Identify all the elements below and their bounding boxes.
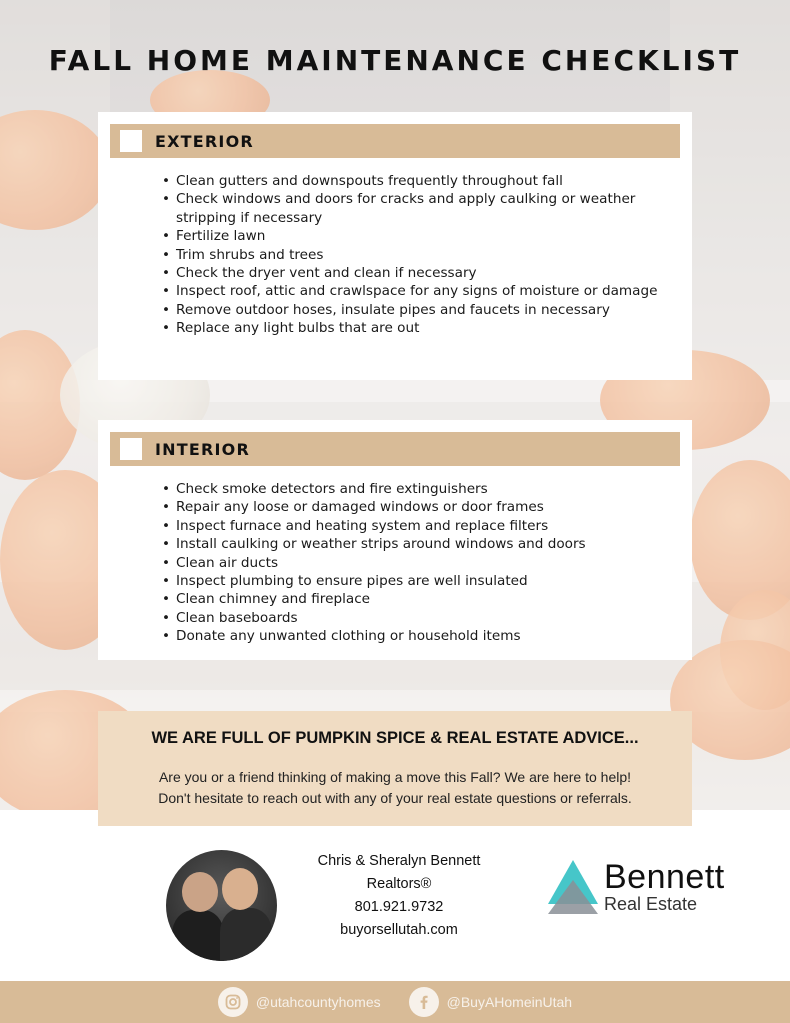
list-item: • Trim shrubs and trees bbox=[162, 246, 672, 264]
exterior-card bbox=[98, 112, 692, 380]
promo-banner bbox=[98, 711, 692, 826]
agent-names: Chris & Sheralyn Bennett bbox=[317, 853, 481, 869]
social-footer bbox=[0, 981, 790, 1023]
agent-role: Realtors® bbox=[366, 876, 432, 892]
checkbox-square-icon bbox=[120, 130, 142, 152]
list-item: • Clean gutters and downspouts frequently throughout fall bbox=[162, 172, 672, 190]
list-item: • Remove outdoor hoses, insulate pipes and faucets in necessary bbox=[162, 301, 672, 319]
promo-body bbox=[98, 767, 692, 809]
interior-card bbox=[98, 420, 692, 660]
interior-heading: INTERIOR bbox=[155, 439, 250, 459]
list-item: • Clean baseboards bbox=[162, 609, 672, 627]
instagram-icon bbox=[218, 987, 248, 1017]
list-item: • Check windows and doors for cracks and apply caulking or weather stripping if necessary bbox=[162, 190, 672, 227]
agents-photo bbox=[166, 850, 277, 961]
exterior-header bbox=[110, 124, 680, 158]
interior-list bbox=[162, 480, 672, 646]
interior-header bbox=[110, 432, 680, 466]
list-item: • Replace any light bulbs that are out bbox=[162, 319, 672, 337]
contact-block bbox=[290, 850, 508, 942]
promo-line-1: Are you or a friend thinking of making a move this Fall? We are here to help! bbox=[158, 769, 632, 785]
logo-triangle-icon bbox=[546, 858, 600, 916]
logo-tagline: Real Estate bbox=[604, 894, 698, 914]
company-logo bbox=[546, 858, 746, 922]
facebook-handle: @BuyAHomeinUtah bbox=[446, 994, 573, 1010]
list-item: • Clean chimney and fireplace bbox=[162, 590, 672, 608]
exterior-list bbox=[162, 172, 672, 338]
list-item: • Install caulking or weather strips around windows and doors bbox=[162, 535, 672, 553]
instagram-link[interactable] bbox=[218, 987, 381, 1017]
list-item: • Check smoke detectors and fire extinguishers bbox=[162, 480, 672, 498]
instagram-handle: @utahcountyhomes bbox=[255, 994, 381, 1010]
list-item: • Inspect furnace and heating system and replace filters bbox=[162, 517, 672, 535]
list-item: • Inspect roof, attic and crawlspace for any signs of moisture or damage bbox=[162, 282, 672, 300]
facebook-icon bbox=[409, 987, 439, 1017]
checkbox-square-icon bbox=[120, 438, 142, 460]
list-item: • Check the dryer vent and clean if necessary bbox=[162, 264, 672, 282]
page-title: FALL HOME MAINTENANCE CHECKLIST bbox=[48, 44, 742, 77]
exterior-heading: EXTERIOR bbox=[155, 131, 254, 151]
list-item: • Inspect plumbing to ensure pipes are well insulated bbox=[162, 572, 672, 590]
list-item: • Clean air ducts bbox=[162, 554, 672, 572]
promo-heading: WE ARE FULL OF PUMPKIN SPICE & REAL ESTATE ADVICE... bbox=[151, 729, 639, 747]
logo-name: Bennett bbox=[604, 858, 725, 896]
list-item: • Fertilize lawn bbox=[162, 227, 672, 245]
promo-line-2: Don't hesitate to reach out with any of your real estate questions or referrals. bbox=[158, 790, 632, 806]
phone-number[interactable]: 801.921.9732 bbox=[354, 899, 444, 915]
list-item: • Donate any unwanted clothing or household items bbox=[162, 627, 672, 645]
facebook-link[interactable] bbox=[409, 987, 573, 1017]
website-link[interactable]: buyorsellutah.com bbox=[340, 922, 458, 938]
list-item: • Repair any loose or damaged windows or door frames bbox=[162, 498, 672, 516]
